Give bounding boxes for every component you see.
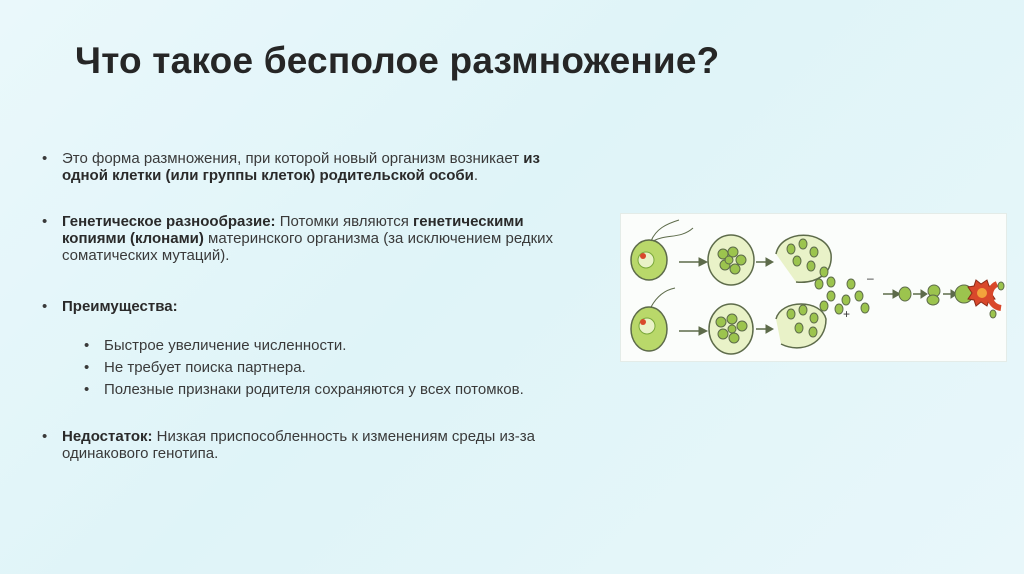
parent-cell-bottom [631,288,675,351]
definition-text-1: Это форма размножения, при которой новый организм возникает [62,150,524,167]
advantages-list [38,337,578,398]
dividing-cell-top [708,235,754,285]
list-item [80,381,524,398]
dividing-cell-bottom [709,304,753,354]
bullet-advantages [38,298,578,315]
slide-title: Что такое бесполое размножение? [75,40,720,81]
minus-sign: – [867,271,874,285]
bullet-dot: • [42,428,48,445]
bullet-dot: • [84,381,90,398]
definition-bold: из одной клетки (или группы клеток) родительской особи [62,150,540,184]
releasing-cells [776,235,874,348]
advantage-text: Полезные признаки родителя сохраняются у всех потомков. [104,381,524,398]
content-body [38,150,578,462]
disadvantage-heading: Недостаток: [62,428,153,445]
advantage-text: Не требует поиска партнера. [104,359,306,376]
disadvantage-text: Низкая приспособленность к изменениям среды из-за одинакового генотипа. [62,428,535,462]
parent-cell-top [631,220,693,280]
released-cells [990,282,1004,318]
genetic-bold: генетическими копиями (клонами) [62,213,524,247]
advantage-text: Быстрое увеличение численности. [104,337,347,354]
definition-text-2: . [473,167,479,184]
reproduction-diagram [620,213,1007,362]
bullet-genetic-diversity [38,213,567,264]
advantages-heading: Преимущества: [62,298,178,315]
gamete-fusion [899,285,973,305]
bullet-dot: • [84,359,90,376]
genetic-diversity-heading: Генетическое разнообразие: [62,213,276,230]
genetic-text-2: материнского организма (за исключением редких соматических мутаций). [62,230,554,264]
bullet-dot: • [42,150,48,167]
list-item [80,359,504,376]
chlamydomonas-reproduction-diagram-icon [621,214,1006,361]
bullet-dot: • [42,213,48,230]
genetic-text-1: Потомки являются [275,213,413,230]
list-item [80,337,504,354]
bullet-definition [38,150,582,184]
bullet-disadvantage [38,428,572,462]
plus-sign: + [843,307,851,321]
bullet-dot: • [84,337,90,354]
bullet-dot: • [42,298,48,315]
